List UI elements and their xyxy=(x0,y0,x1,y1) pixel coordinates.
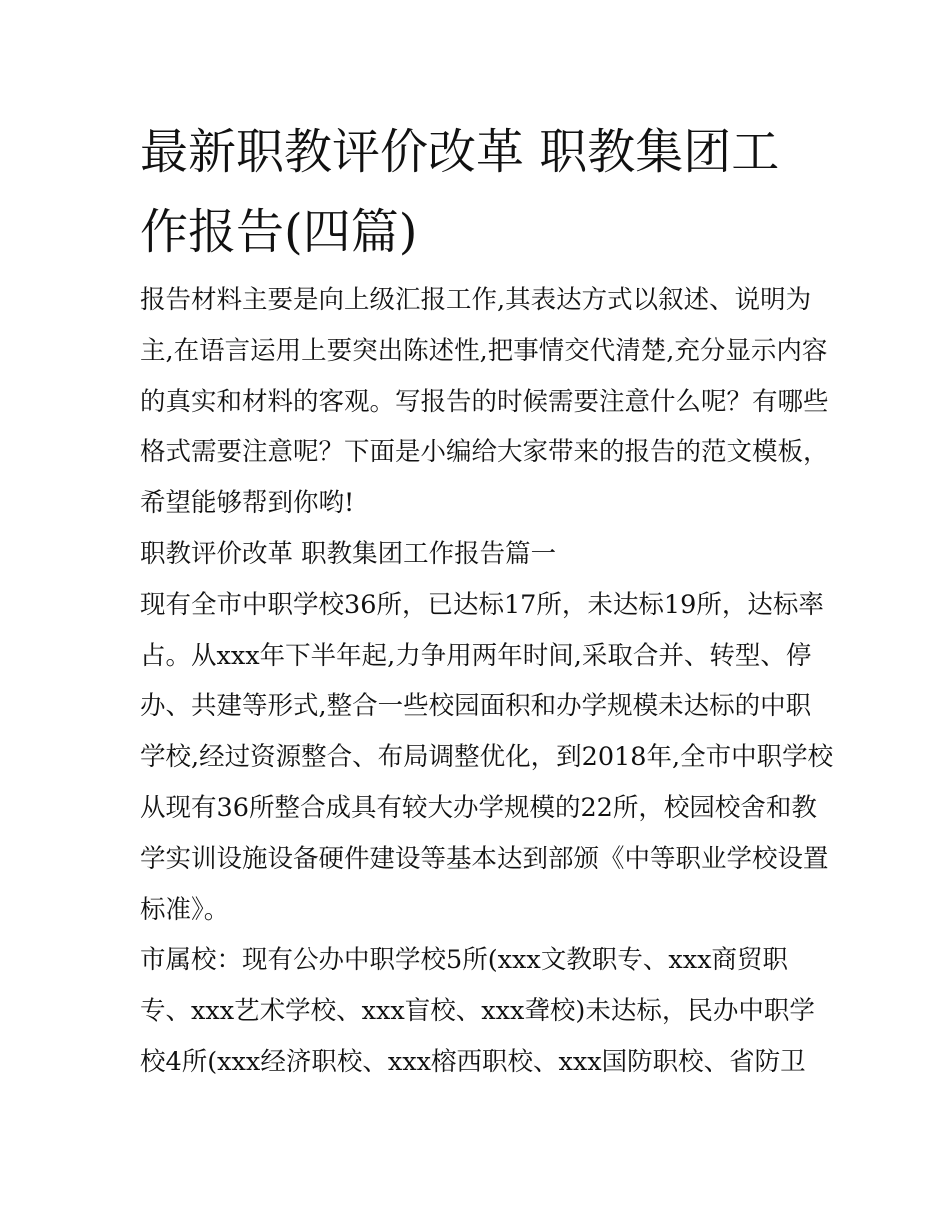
document-body xyxy=(140,275,833,1088)
title-line: 最新职教评价改革 职教集团工 xyxy=(140,124,780,180)
text-line: 现有全市中职学校36所，已达标17所，未达标19所，达标率 xyxy=(140,589,824,620)
text-line: 校4所(xxx经济职校、xxx榕西职校、xxx国防职校、省防卫 xyxy=(140,1046,806,1077)
text-line: 从现有36所整合成具有较大办学规模的22所，校园校舍和教 xyxy=(140,792,817,823)
text-line: 希望能够帮到你哟! xyxy=(140,488,355,519)
text-line: 办、共建等形式,整合一些校园面积和办学规模未达标的中职 xyxy=(140,691,812,722)
text-line: 报告材料主要是向上级汇报工作,其表达方式以叙述、说明为 xyxy=(140,285,812,315)
text-line: 占。从xxx年下半年起,力争用两年时间,采取合并、转型、停 xyxy=(140,640,812,671)
text-line: 的真实和材料的客观。写报告的时候需要注意什么呢？有哪些 xyxy=(140,386,829,417)
document-title xyxy=(140,112,779,272)
text-line: 市属校：现有公办中职学校5所(xxx文教职专、xxx商贸职 xyxy=(140,945,788,976)
text-line: 学校,经过资源整合、布局调整优化，到2018年,全市中职学校 xyxy=(140,742,834,773)
text-line: 学实训设施设备硬件建设等基本达到部颁《中等职业学校设置 xyxy=(140,843,829,874)
text-line: 专、xxx艺术学校、xxx盲校、xxx聋校)未达标，民办中职学 xyxy=(140,996,815,1027)
text-line: 主,在语言运用上要突出陈述性,把事情交代清楚,充分显示内容 xyxy=(140,335,828,366)
title-line: 作报告(四篇) xyxy=(140,204,418,260)
text-line: 标准》。 xyxy=(140,894,230,925)
section-heading: 职教评价改革 职教集团工作报告篇一 xyxy=(140,538,557,569)
text-line: 格式需要注意呢？下面是小编给大家带来的报告的范文模板， xyxy=(140,437,829,468)
